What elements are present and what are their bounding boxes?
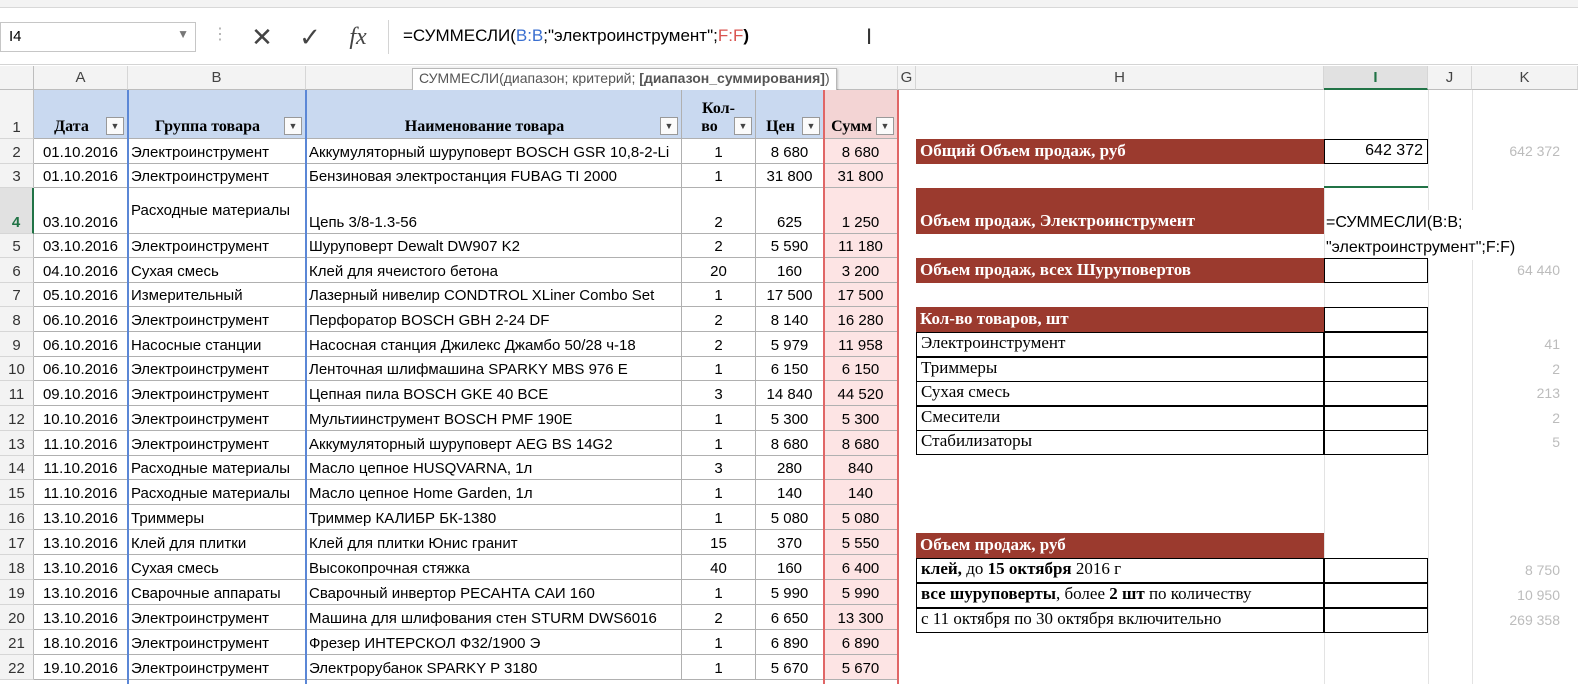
row-header[interactable]: 19: [0, 580, 34, 605]
cell-sum[interactable]: 6 150: [824, 357, 898, 381]
cell-date[interactable]: 13.10.2016: [34, 530, 128, 555]
header-price-label: Цен: [766, 118, 795, 135]
filter-dropdown-icon[interactable]: ▼: [876, 117, 894, 135]
formula-buttons: [240, 20, 380, 54]
select-all-corner[interactable]: [0, 66, 34, 90]
cell-qty[interactable]: 20: [682, 258, 756, 283]
count-item-value[interactable]: [1324, 381, 1428, 406]
cell-qty[interactable]: 40: [682, 555, 756, 580]
cell-group[interactable]: Электроинструмент: [128, 357, 306, 381]
column-header-j[interactable]: J: [1428, 66, 1472, 90]
tooltip-end: ): [824, 70, 830, 86]
cell-date[interactable]: 03.10.2016: [34, 234, 128, 258]
range-highlight-border: [127, 90, 129, 684]
active-cell-editor[interactable]: [1326, 210, 1515, 260]
cell-name[interactable]: Фрезер ИНТЕРСКОЛ Ф32/1900 Э: [306, 630, 682, 655]
cell-sum[interactable]: 8 680: [824, 431, 898, 456]
count-item-label[interactable]: Триммеры: [916, 357, 1324, 382]
row-header[interactable]: 8: [0, 307, 34, 332]
cell-price[interactable]: 6 650: [756, 605, 824, 630]
cell-group[interactable]: Расходные материалы: [128, 456, 306, 480]
range-highlight-border: [897, 90, 899, 684]
row-header[interactable]: 6: [0, 258, 34, 283]
cond-text: по количеству: [1144, 584, 1252, 603]
cell-price[interactable]: 8 680: [756, 139, 824, 164]
cell-price[interactable]: 6 150: [756, 357, 824, 381]
cell-name[interactable]: Масло цепное HUSQVARNA, 1л: [306, 456, 682, 480]
cell-date[interactable]: 03.10.2016: [34, 188, 128, 234]
editor-line-1: =СУММЕСЛИ(B:B;: [1326, 214, 1463, 231]
cell-name[interactable]: Бензиновая электростанция FUBAG TI 2000: [306, 164, 682, 188]
cell-qty[interactable]: 2: [682, 332, 756, 357]
cell-sum[interactable]: 5 990: [824, 580, 898, 605]
cell-date[interactable]: 19.10.2016: [34, 655, 128, 680]
cell-date[interactable]: 09.10.2016: [34, 381, 128, 406]
cell-date[interactable]: 04.10.2016: [34, 258, 128, 283]
formula-range-2: F:F: [717, 26, 744, 45]
elektro-sales-label[interactable]: Объем продаж, Электроинструмент: [916, 188, 1324, 234]
cell-name[interactable]: Шуруповерт Dewalt DW907 K2: [306, 234, 682, 258]
cell-qty[interactable]: 1: [682, 431, 756, 456]
cell-price[interactable]: 8 680: [756, 431, 824, 456]
cell-qty[interactable]: 15: [682, 530, 756, 555]
formula-range-1: B:B: [515, 26, 544, 45]
cell-qty[interactable]: 1: [682, 580, 756, 605]
total-sales-value[interactable]: 642 372: [1324, 139, 1428, 164]
cell-group[interactable]: Триммеры: [128, 505, 306, 530]
column-header-h[interactable]: H: [916, 66, 1324, 90]
cell-sum[interactable]: 11 958: [824, 332, 898, 357]
count-label[interactable]: Кол-во товаров, шт: [916, 307, 1324, 332]
cell-group[interactable]: Сухая смесь: [128, 555, 306, 580]
cell-qty[interactable]: 1: [682, 283, 756, 307]
cell-sum[interactable]: 5 670: [824, 655, 898, 680]
count-item-label[interactable]: Смесители: [916, 406, 1324, 431]
cell-qty[interactable]: 1: [682, 357, 756, 381]
count-item-check: 41: [1544, 336, 1560, 352]
cond-text: 2016 г: [1071, 559, 1122, 578]
cell-date[interactable]: 13.10.2016: [34, 505, 128, 530]
cell-date[interactable]: 13.10.2016: [34, 555, 128, 580]
row-header[interactable]: 16: [0, 505, 34, 530]
cell-group[interactable]: Сухая смесь: [128, 258, 306, 283]
cell-date[interactable]: 10.10.2016: [34, 406, 128, 431]
row-header[interactable]: 3: [0, 164, 34, 188]
cell-name[interactable]: Триммер КАЛИБР БК-1380: [306, 505, 682, 530]
chevron-down-icon[interactable]: ▼: [177, 27, 189, 41]
cell-group[interactable]: Насосные станции: [128, 332, 306, 357]
cell-name[interactable]: Ленточная шлифмашина SPARKY MBS 976 E: [306, 357, 682, 381]
header-sum-label: Сумм: [831, 118, 872, 135]
cell-name[interactable]: Лазерный нивелир CONDTROL XLiner Combo Set: [306, 283, 682, 307]
cell-qty[interactable]: 1: [682, 630, 756, 655]
row-header[interactable]: 14: [0, 456, 34, 480]
cond-bold: все шуруповерты: [921, 584, 1056, 603]
cell-price[interactable]: 5 300: [756, 406, 824, 431]
cell-price[interactable]: 5 590: [756, 234, 824, 258]
cell-sum[interactable]: 8 680: [824, 139, 898, 164]
cell-name[interactable]: Высокопрочная стяжка: [306, 555, 682, 580]
row-header[interactable]: 15: [0, 480, 34, 505]
cell-group[interactable]: Электроинструмент: [128, 655, 306, 680]
cell-qty[interactable]: 1: [682, 480, 756, 505]
header-name-label: Наименование товара: [404, 118, 565, 135]
cell-sum[interactable]: 1 250: [824, 188, 898, 234]
column-header-g[interactable]: G: [898, 66, 916, 90]
cancel-icon[interactable]: ✕: [251, 22, 273, 52]
cell-name[interactable]: Сварочный инвертор РЕСАНТА САИ 160: [306, 580, 682, 605]
window-top-strip: [0, 0, 1578, 8]
cell-group[interactable]: Электроинструмент: [128, 164, 306, 188]
cell-name[interactable]: Цепная пила BOSCH GKE 40 BCE: [306, 381, 682, 406]
shurup-sales-label[interactable]: Объем продаж, всех Шуруповертов: [916, 258, 1324, 283]
cell-date[interactable]: 18.10.2016: [34, 630, 128, 655]
cond-bold: клей,: [921, 559, 962, 578]
total-sales-label[interactable]: Общий Объем продаж, руб: [916, 139, 1324, 164]
gridline: [1428, 90, 1429, 684]
row-header[interactable]: 17: [0, 530, 34, 555]
row-header[interactable]: 7: [0, 283, 34, 307]
cell-sum[interactable]: 16 280: [824, 307, 898, 332]
cond-bold: 15 октября: [987, 559, 1072, 578]
cell-date[interactable]: 06.10.2016: [34, 332, 128, 357]
cell-name[interactable]: Цепь 3/8-1.3-56: [306, 188, 682, 234]
shurup-cond-value[interactable]: [1324, 583, 1428, 608]
filter-dropdown-icon[interactable]: ▼: [734, 117, 752, 135]
count-item-label[interactable]: Стабилизаторы: [916, 430, 1324, 455]
header-date-label: Дата: [54, 118, 89, 135]
cell-date[interactable]: 05.10.2016: [34, 283, 128, 307]
range-highlight-border: [823, 90, 825, 684]
cell-sum[interactable]: 3 200: [824, 258, 898, 283]
formula-input[interactable]: [388, 20, 1568, 54]
header-name[interactable]: [306, 90, 682, 139]
cell-group[interactable]: Электроинструмент: [128, 431, 306, 456]
cond-bold: 2 шт: [1109, 584, 1145, 603]
cell-price[interactable]: 14 840: [756, 381, 824, 406]
cell-group[interactable]: Электроинструмент: [128, 139, 306, 164]
shurup-cond-check: 10 950: [1517, 587, 1560, 603]
cell-price[interactable]: 160: [756, 258, 824, 283]
total-check: 642 372: [1509, 143, 1560, 159]
grip-dots-icon: ⋮: [212, 26, 228, 43]
tooltip-sum-range: [диапазон_суммирования]: [639, 70, 825, 86]
cell-price[interactable]: 17 500: [756, 283, 824, 307]
cell-group[interactable]: Электроинструмент: [128, 605, 306, 630]
cell-sum[interactable]: 5 550: [824, 530, 898, 555]
row-header[interactable]: 12: [0, 406, 34, 431]
cell-qty[interactable]: 3: [682, 381, 756, 406]
cell-group[interactable]: Сварочные аппараты: [128, 580, 306, 605]
cell-name[interactable]: Аккумуляторный шуруповерт AEG BS 14G2: [306, 431, 682, 456]
cell-sum[interactable]: 6 400: [824, 555, 898, 580]
cell-group[interactable]: Электроинструмент: [128, 307, 306, 332]
cell-price[interactable]: 5 080: [756, 505, 824, 530]
row-header[interactable]: 5: [0, 234, 34, 258]
cell-group[interactable]: Электроинструмент: [128, 630, 306, 655]
cell-qty[interactable]: 2: [682, 188, 756, 234]
cell-sum[interactable]: 44 520: [824, 381, 898, 406]
filter-dropdown-icon[interactable]: ▼: [106, 117, 124, 135]
row-header[interactable]: 20: [0, 605, 34, 630]
count-item-value[interactable]: [1324, 406, 1428, 431]
count-item-label[interactable]: Сухая смесь: [916, 381, 1324, 406]
count-item-value[interactable]: [1324, 430, 1428, 455]
cell-sum[interactable]: 13 300: [824, 605, 898, 630]
text-cursor-icon: I: [866, 24, 873, 49]
cell-name[interactable]: Машина для шлифования стен STURM DWS6016: [306, 605, 682, 630]
formula-criterion: ;"электроинструмент";: [543, 26, 718, 45]
cell-qty[interactable]: 1: [682, 505, 756, 530]
cell-price[interactable]: 5 990: [756, 580, 824, 605]
cell-name[interactable]: Масло цепное Home Garden, 1л: [306, 480, 682, 505]
row-header[interactable]: 11: [0, 381, 34, 406]
cell-name[interactable]: Перфоратор BOSCH GBH 2-24 DF: [306, 307, 682, 332]
row-header[interactable]: 2: [0, 139, 34, 164]
cell-qty[interactable]: 2: [682, 307, 756, 332]
cell-group[interactable]: Измерительный: [128, 283, 306, 307]
header-group[interactable]: [128, 90, 306, 139]
shurup-condition[interactable]: [916, 583, 1324, 608]
glue-condition[interactable]: [916, 558, 1324, 583]
row-header[interactable]: 13: [0, 431, 34, 456]
cell-price[interactable]: 5 979: [756, 332, 824, 357]
cell-name[interactable]: Аккумуляторный шуруповерт BOSCH GSR 10,8-2-Li: [306, 139, 682, 164]
cell-group[interactable]: Клей для плитки: [128, 530, 306, 555]
cell-sum[interactable]: 11 180: [824, 234, 898, 258]
cell-name[interactable]: Мультиинструмент BOSCH PMF 190E: [306, 406, 682, 431]
shurup-sales-value[interactable]: [1324, 258, 1428, 283]
cell-date[interactable]: 11.10.2016: [34, 456, 128, 480]
filter-dropdown-icon[interactable]: ▼: [660, 117, 678, 135]
cell-date[interactable]: 01.10.2016: [34, 164, 128, 188]
column-header-i[interactable]: I: [1324, 66, 1428, 90]
row-header[interactable]: 4: [0, 188, 34, 234]
column-header-k[interactable]: K: [1472, 66, 1578, 90]
header-qty[interactable]: [682, 90, 756, 139]
editor-line-2: "электроинструмент";F:F): [1326, 239, 1516, 256]
count-item-check: 5: [1552, 434, 1560, 451]
column-header-a[interactable]: A: [34, 66, 128, 90]
header-date[interactable]: [34, 90, 128, 139]
cell-date[interactable]: 11.10.2016: [34, 431, 128, 456]
count-item-value[interactable]: [1324, 332, 1428, 357]
header-price[interactable]: [756, 90, 824, 139]
cell-sum[interactable]: 840: [824, 456, 898, 480]
header-qty-top: Кол-: [702, 100, 735, 117]
cell-qty[interactable]: 1: [682, 655, 756, 680]
cell-price[interactable]: 8 140: [756, 307, 824, 332]
cell-sum[interactable]: 5 300: [824, 406, 898, 431]
cell-date[interactable]: 13.10.2016: [34, 580, 128, 605]
cell-qty[interactable]: 2: [682, 605, 756, 630]
formula-suffix: ): [743, 26, 750, 45]
glue-value[interactable]: [1324, 558, 1428, 583]
range-highlight-border: [305, 90, 307, 684]
cell-date[interactable]: 13.10.2016: [34, 605, 128, 630]
cell-group[interactable]: Расходные материалы: [128, 480, 306, 505]
cell-name[interactable]: Электрорубанок SPARKY P 3180: [306, 655, 682, 680]
glue-check: 8 750: [1524, 562, 1560, 578]
cell-group[interactable]: Электроинструмент: [128, 406, 306, 431]
cell-date[interactable]: 06.10.2016: [34, 357, 128, 381]
name-box[interactable]: [0, 22, 196, 52]
count-item-check: 213: [1536, 385, 1560, 402]
cell-qty[interactable]: 2: [682, 234, 756, 258]
insert-function-icon[interactable]: fx: [349, 24, 367, 50]
cell-name[interactable]: Клей для плитки Юнис гранит: [306, 530, 682, 555]
header-group-label: Группа товара: [154, 118, 261, 135]
cell-group[interactable]: Электроинструмент: [128, 381, 306, 406]
shurup-check: 64 440: [1517, 262, 1560, 278]
cell-sum[interactable]: 31 800: [824, 164, 898, 188]
row-header[interactable]: 21: [0, 630, 34, 655]
cell-group[interactable]: Электроинструмент: [128, 234, 306, 258]
date-range-condition[interactable]: с 11 октября по 30 октября включительно: [916, 608, 1324, 633]
row-header[interactable]: 10: [0, 357, 34, 381]
count-item-label[interactable]: Электроинструмент: [916, 332, 1324, 357]
cell-price[interactable]: 5 670: [756, 655, 824, 680]
header-sum[interactable]: [824, 90, 898, 139]
date-range-check: 269 358: [1509, 612, 1560, 628]
count-item-value[interactable]: [1324, 357, 1428, 382]
cell-date[interactable]: 11.10.2016: [34, 480, 128, 505]
column-header-b[interactable]: B: [128, 66, 306, 90]
cell-date[interactable]: 06.10.2016: [34, 307, 128, 332]
row-header[interactable]: 22: [0, 655, 34, 680]
enter-icon[interactable]: ✓: [299, 22, 321, 52]
filter-dropdown-icon[interactable]: ▼: [284, 117, 302, 135]
row-header[interactable]: 1: [0, 90, 34, 139]
cell-price[interactable]: 140: [756, 480, 824, 505]
cell-price[interactable]: 31 800: [756, 164, 824, 188]
row-header[interactable]: 18: [0, 555, 34, 580]
cell-price[interactable]: 160: [756, 555, 824, 580]
cell-name[interactable]: Насосная станция Джилекс Джамбо 50/28 ч-18: [306, 332, 682, 357]
cell-name[interactable]: Клей для ячеистого бетона: [306, 258, 682, 283]
cell-price[interactable]: 625: [756, 188, 824, 234]
cond-text: до: [961, 559, 988, 578]
cell-sum[interactable]: 17 500: [824, 283, 898, 307]
cell-qty[interactable]: 3: [682, 456, 756, 480]
cell-qty[interactable]: 1: [682, 406, 756, 431]
row-header[interactable]: 9: [0, 332, 34, 357]
count-item-check: 2: [1552, 409, 1560, 426]
count-header-value[interactable]: [1324, 307, 1428, 332]
cell-sum[interactable]: 6 890: [824, 630, 898, 655]
sales-label[interactable]: Объем продаж, руб: [916, 533, 1324, 558]
cell-group[interactable]: Расходные материалы: [128, 188, 306, 234]
cell-price[interactable]: 280: [756, 456, 824, 480]
cell-sum[interactable]: 5 080: [824, 505, 898, 530]
active-cell-border: [1324, 186, 1428, 188]
cell-price[interactable]: 370: [756, 530, 824, 555]
cell-sum[interactable]: 140: [824, 480, 898, 505]
cell-price[interactable]: 6 890: [756, 630, 824, 655]
cell-qty[interactable]: 1: [682, 139, 756, 164]
tooltip-func: СУММЕСЛИ(диапазон; критерий;: [419, 70, 640, 86]
cell-qty[interactable]: 1: [682, 164, 756, 188]
formula-prefix: =СУММЕСЛИ(: [403, 26, 516, 45]
count-item-check: 2: [1552, 360, 1560, 377]
header-qty-bottom: во: [701, 118, 718, 135]
date-range-value[interactable]: [1324, 608, 1428, 633]
name-box-value: I4: [9, 28, 22, 45]
cell-date[interactable]: 01.10.2016: [34, 139, 128, 164]
cond-text: , более: [1055, 584, 1110, 603]
filter-dropdown-icon[interactable]: ▼: [802, 117, 820, 135]
